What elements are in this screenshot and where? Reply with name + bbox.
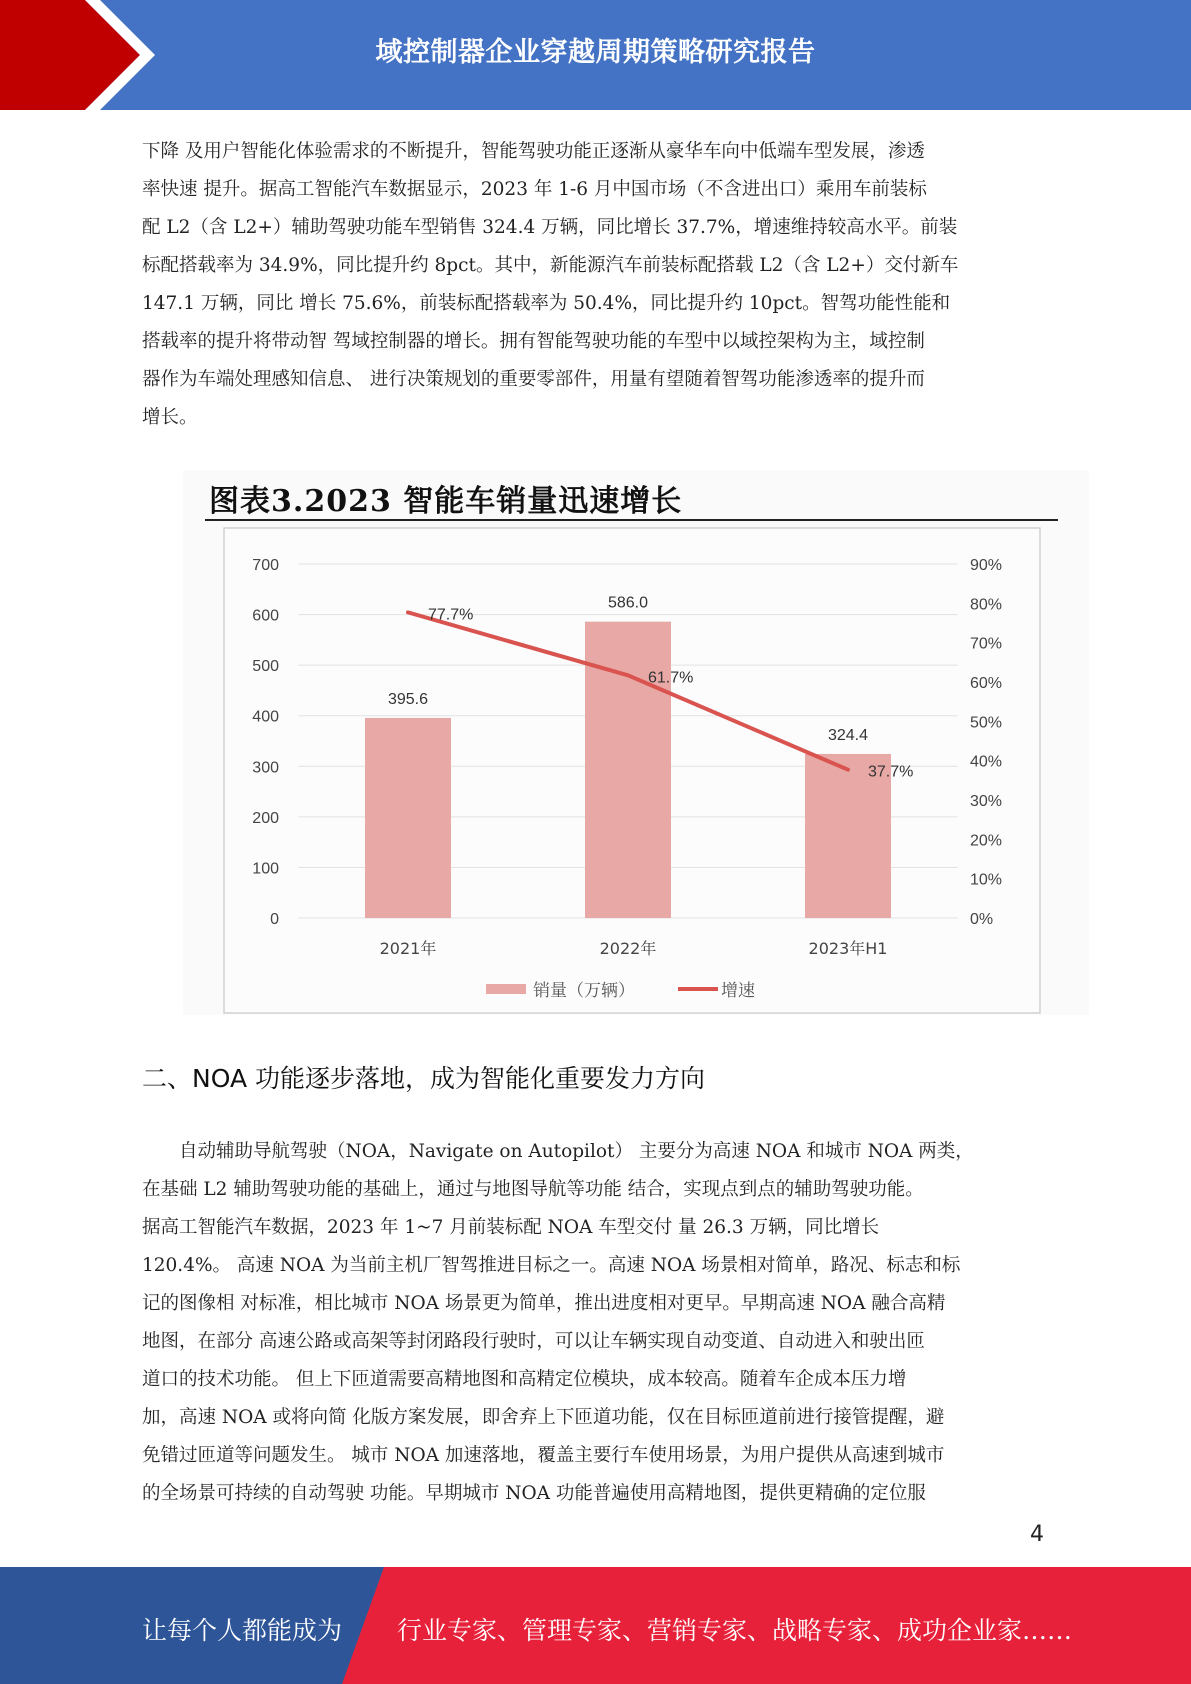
growth-point <box>847 768 850 771</box>
growth-point <box>627 674 630 677</box>
section-heading: 二、NOA 功能逐步落地，成为智能化重要发力方向 <box>142 1064 705 1093</box>
growth-value-label: 37.7% <box>868 763 914 781</box>
bar-value-label: 586.0 <box>607 594 649 612</box>
y-left-tick-label: 600 <box>252 607 279 625</box>
y-right-tick-label: 10% <box>970 871 1003 889</box>
y-left-tick-label: 200 <box>252 809 279 827</box>
y-left-tick-label: 700 <box>252 557 279 574</box>
text-line: 增长。 <box>142 407 198 428</box>
legend-bar-label: 销量（万辆） <box>533 981 635 1001</box>
text-line: 的全场景可持续的自动驾驶 功能。早期城市 NOA 功能普遍使用高精地图，提供更精确的定位服 <box>142 1483 926 1504</box>
x-tick-label: 2021年 <box>379 939 437 958</box>
y-right-tick-label: 50% <box>970 714 1003 732</box>
y-right-tick-label: 80% <box>970 596 1003 614</box>
legend-bar-swatch <box>486 984 526 994</box>
bar <box>365 718 451 918</box>
text-line: 地图，在部分 高速公路或高架等封闭路段行驶时，可以让车辆实现自动变道、自动进入和驶出匝 <box>142 1331 925 1352</box>
y-left-tick-label: 0 <box>270 911 279 928</box>
text-line: 标配搭载率为 34.9%，同比提升约 8pct。其中，新能源汽车前装标配搭载 L2（含 L2+）交付新车 <box>142 255 959 276</box>
chart-title: 图表3.2023 智能车销量迅速增长 <box>209 484 683 519</box>
text-line: 搭载率的提升将带动智 驾域控制器的增长。拥有智能驾驶功能的车型中以域控架构为主，域控制 <box>142 331 925 352</box>
y-left-tick-label: 500 <box>252 658 279 676</box>
text-line: 记的图像相 对标准，相比城市 NOA 场景更为简单，推出进度相对更早。早期高速 NOA 融合高精 <box>142 1293 946 1314</box>
page-number: 4 <box>1030 1522 1044 1547</box>
growth-value-label: 61.7% <box>648 669 694 687</box>
chart-figure <box>183 470 1089 1015</box>
y-right-tick-label: 60% <box>970 675 1003 692</box>
page-header <box>0 0 1191 110</box>
text-line: 据高工智能汽车数据，2023 年 1~7 月前装标配 NOA 车型交付 量 26.3 万辆，同比增长 <box>142 1217 880 1238</box>
bar-value-label: 395.6 <box>387 690 429 708</box>
text-line: 器作为车端处理感知信息、 进行决策规划的重要零部件，用量有望随着智驾功能渗透率的提升而 <box>142 369 925 390</box>
x-tick-label: 2023年H1 <box>808 939 888 958</box>
growth-value-label: 77.7% <box>428 606 474 624</box>
footer-slogan-right: 行业专家、管理专家、营销专家、战略专家、成功企业家…… <box>397 1616 1073 1645</box>
sales-growth-chart <box>183 470 1089 1015</box>
page-footer <box>0 1567 1191 1684</box>
y-right-tick-label: 70% <box>970 635 1003 653</box>
y-left-tick-label: 400 <box>252 708 279 726</box>
text-line: 率快速 提升。据高工智能汽车数据显示，2023 年 1-6 月中国市场（不含进出口）乘用车前装标 <box>142 179 927 200</box>
y-right-tick-label: 40% <box>970 753 1003 771</box>
bar-value-label: 324.4 <box>827 726 869 744</box>
text-line: 120.4%。 高速 NOA 为当前主机厂智驾推进目标之一。高速 NOA 场景相对简单，路况、标志和标 <box>142 1255 961 1276</box>
text-line: 道口的技术功能。 但上下匝道需要高精地图和高精定位模块，成本较高。随着车企成本压力增 <box>142 1369 907 1390</box>
y-right-tick-label: 90% <box>970 557 1003 574</box>
growth-point <box>407 611 410 614</box>
text-line: 加，高速 NOA 或将向简 化版方案发展，即舍弃上下匝道功能，仅在目标匝道前进行接管提醒，避 <box>142 1407 945 1428</box>
y-right-tick-label: 30% <box>970 793 1003 810</box>
text-line: 下降 及用户智能化体验需求的不断提升，智能驾驶功能正逐渐从豪华车向中低端车型发展，渗透 <box>142 141 925 162</box>
y-right-tick-label: 0% <box>970 911 994 928</box>
legend-line-label: 增速 <box>721 981 755 1001</box>
text-line: 自动辅助导航驾驶（NOA，Navigate on Autopilot） 主要分为高速 NOA 和城市 NOA 两类， <box>142 1141 974 1162</box>
footer-slogan-left: 让每个人都能成为 <box>142 1616 343 1645</box>
y-left-tick-label: 300 <box>252 759 279 777</box>
y-left-tick-label: 100 <box>252 860 279 878</box>
text-line: 147.1 万辆，同比 增长 75.6%，前装标配搭载率为 50.4%，同比提升约 10pct。智驾功能性能和 <box>142 293 951 314</box>
text-line: 配 L2（含 L2+）辅助驾驶功能车型销售 324.4 万辆，同比增长 37.7%，增速维持较高水平。前装 <box>142 217 958 238</box>
text-line: 免错过匝道等问题发生。 城市 NOA 加速落地，覆盖主要行车使用场景，为用户提供从高速到城市 <box>142 1445 945 1466</box>
body-paragraph-1 <box>142 133 1047 437</box>
x-tick-label: 2022年 <box>599 939 657 958</box>
y-right-tick-label: 20% <box>970 832 1003 850</box>
body-paragraph-2 <box>142 1133 1047 1513</box>
report-title: 域控制器企业穿越周期策略研究报告 <box>375 37 816 68</box>
text-line: 在基础 L2 辅助驾驶功能的基础上，通过与地图导航等功能 结合，实现点到点的辅助驾驶功能。 <box>142 1179 924 1200</box>
